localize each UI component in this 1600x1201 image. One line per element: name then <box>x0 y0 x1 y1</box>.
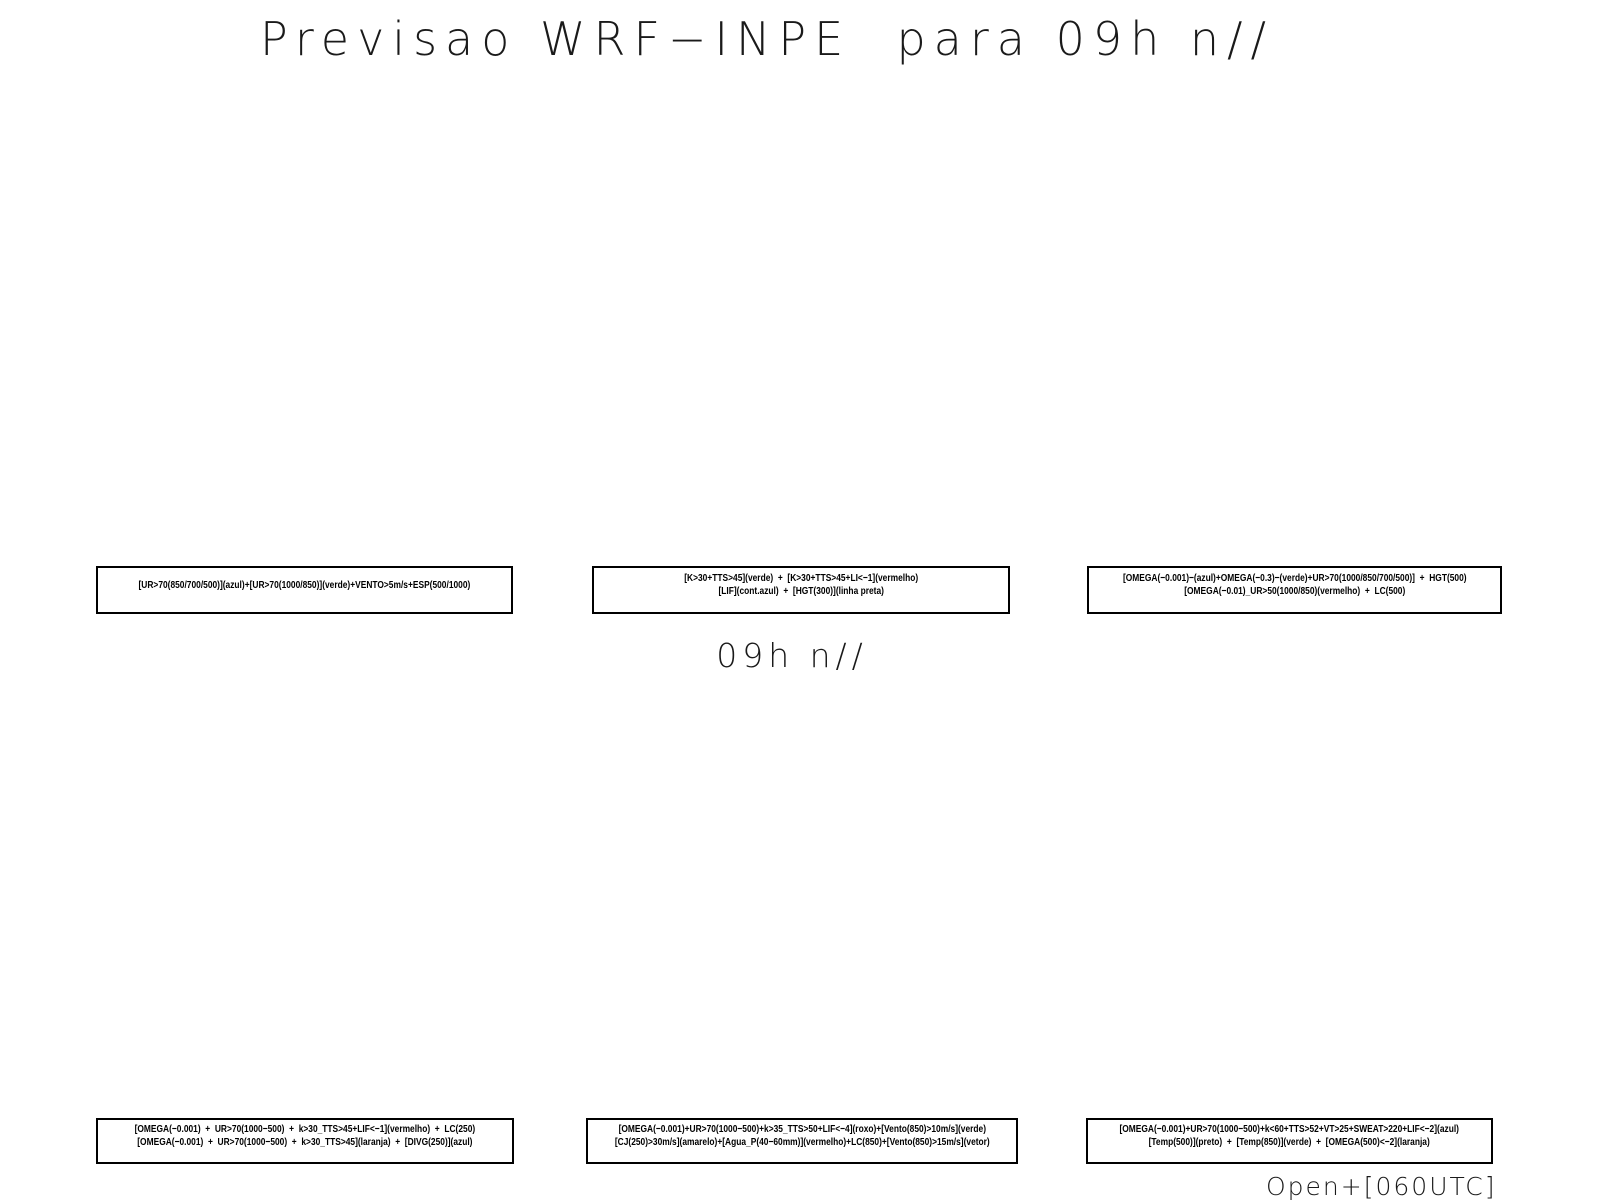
caption-box-top-left <box>96 566 513 614</box>
caption-line: [UR>70(850/700/500)](azul)+[UR>70(1000/850)](verde)+VENTO>5m/s+ESP(500/1000) <box>138 578 471 591</box>
caption-line: [OMEGA(−0.001) + UR>70(1000−500) + k>30_TTS>45+LIF<−1](vermelho) + LC(250) <box>134 1123 476 1135</box>
caption-line: [K>30+TTS>45](verde) + [K>30+TTS>45+LI<−1](vermelho) <box>684 572 918 584</box>
caption-box-bottom-left <box>96 1118 514 1164</box>
caption-line: [OMEGA(−0.001)−(azul)+OMEGA(−0.3)−(verde)+UR>70(1000/850/700/500)] + HGT(500) <box>1122 572 1467 584</box>
caption-box-top-center <box>592 566 1010 614</box>
caption-line: [OMEGA(−0.01)_UR>50(1000/850)(vermelho) + LC(500) <box>1183 585 1406 597</box>
caption-line: [LIF](cont.azul) + [HGT(300)](linha preta) <box>718 585 884 597</box>
caption-box-top-right <box>1087 566 1502 614</box>
caption-text <box>135 1123 476 1149</box>
caption-line: [OMEGA(−0.001)+UR>70(1000−500)+k>35_TTS>50+LIF<−4](roxo)+[Vento(850)>10m/s](verde) <box>618 1123 986 1135</box>
caption-box-bottom-right <box>1086 1118 1493 1164</box>
footer-cycle-label: Open+[060UTC] <box>1266 1172 1497 1201</box>
caption-text <box>1120 1123 1460 1149</box>
time-label: 09h n// <box>716 636 868 675</box>
caption-text <box>1123 572 1467 598</box>
caption-line: [Temp(500)](preto) + [Temp(850)](verde) + [OMEGA(500)<−2](laranja) <box>1148 1136 1431 1148</box>
page-title: Previsao WRF−INPE para 09h n// <box>259 12 1275 66</box>
caption-text <box>684 572 918 598</box>
caption-line: [OMEGA(−0.001) + UR>70(1000−500) + k>30_TTS>45](laranja) + [DIVG(250)](azul) <box>137 1136 473 1148</box>
caption-line: [CJ(250)>30m/s](amarelo)+[Agua_P(40−60mm)](vermelho)+LC(850)+[Vento(850)>15m/s](vetor) <box>614 1136 990 1148</box>
caption-text <box>615 1123 990 1149</box>
caption-text <box>139 579 471 592</box>
caption-box-bottom-center <box>586 1118 1018 1164</box>
caption-line: [OMEGA(−0.001)+UR>70(1000−500)+k<60+TTS>52+VT>25+SWEAT>220+LIF<−2](azul) <box>1119 1123 1460 1135</box>
